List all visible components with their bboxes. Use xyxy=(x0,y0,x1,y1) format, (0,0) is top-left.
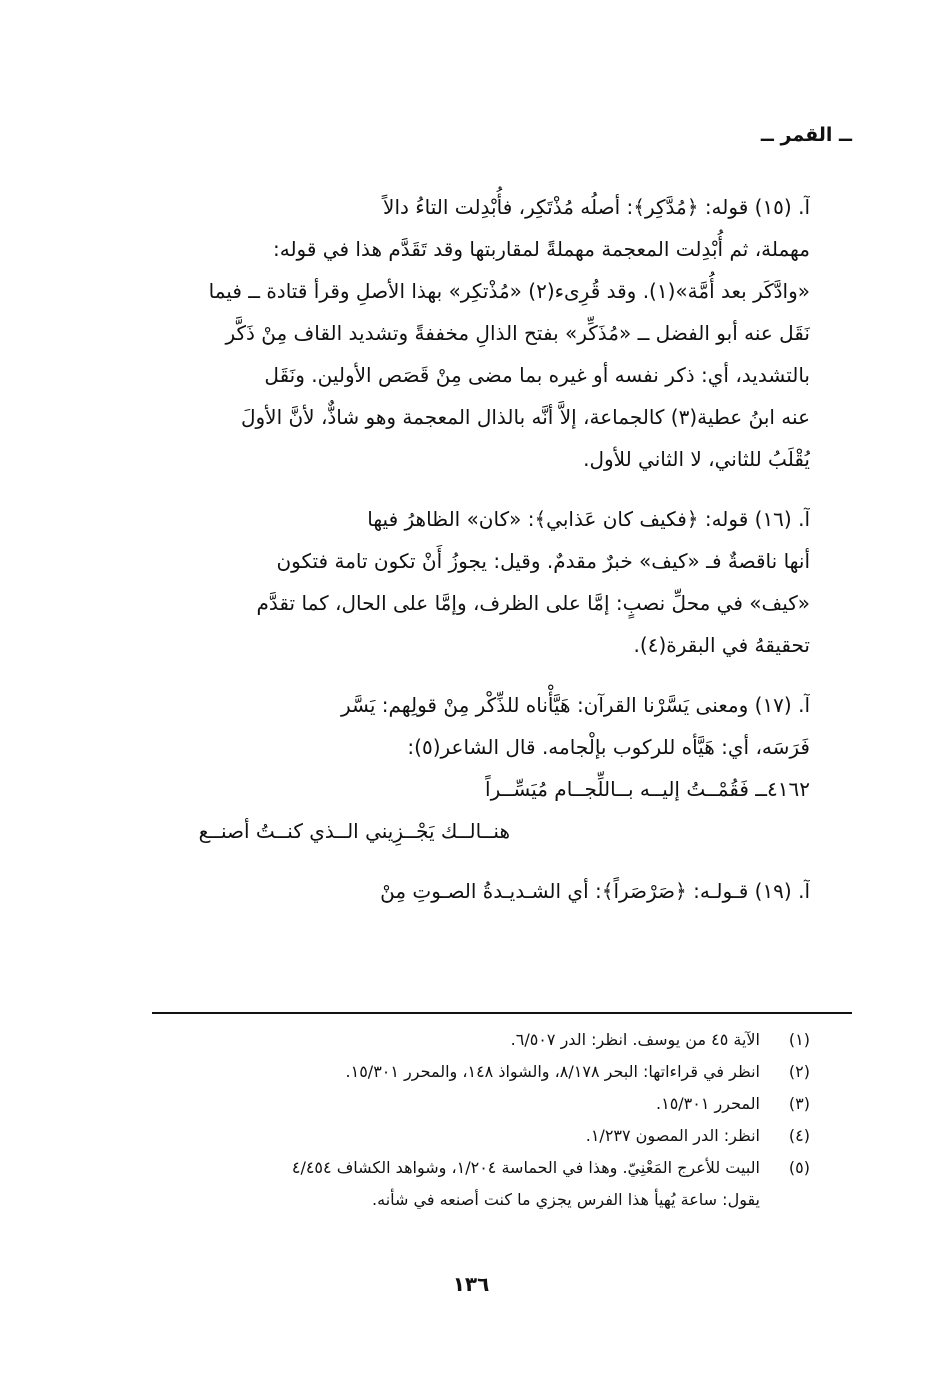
text-line: بالتشديد، أي: ذكر نفسه أو غيره بما مضى مِنْ قَصَص الأولين. ونَقَل xyxy=(264,363,810,387)
text-line: تحقيقهُ في البقرة(٤). xyxy=(633,633,810,657)
footnote-number: (٤) xyxy=(788,1126,810,1145)
text-line: نَقَل عنه أبو الفضل ــ «مُذَكِّر» بفتح الذالِ مخففةً وتشديد القاف مِنْ ذَكَّر xyxy=(225,321,810,345)
text-line: آ. (١٥) قوله: ﴿مُدَّكِر﴾: أصلُه مُذْتَكِر، فأُبْدِلت التاءُ دالاً xyxy=(383,195,810,219)
page-number: ١٣٦ xyxy=(452,1272,490,1296)
footnote-number: (٥) xyxy=(788,1158,810,1177)
footnote-text: الآية ٤٥ من يوسف. انظر: الدر ٦/٥٠٧. xyxy=(510,1030,760,1049)
poetry-verse-second: هنــالــك يَجْــزِيني الــذي كنــتُ أصنــع xyxy=(198,819,510,843)
text-line: «وادَّكَر بعد أُمَّة»(١). وقد قُرِىء(٢) «مُذْتكِر» بهذا الأصلِ وقرأ قتادة ــ فيما xyxy=(208,279,810,303)
poetry-verse-first: ٤١٦٢ــ فَقُمْــتُ إليــه بــاللِّجــام مُيَسِّــراً xyxy=(485,777,810,801)
paragraph-verse-15 xyxy=(90,186,810,480)
footnote-indent xyxy=(760,1184,810,1216)
paragraph-verse-16 xyxy=(90,498,810,666)
footnote-number: (١) xyxy=(788,1030,810,1049)
running-header: ــ القمر ــ xyxy=(760,124,852,146)
footnotes xyxy=(110,1024,810,1216)
footnote xyxy=(110,1120,810,1152)
text-line: آ. (١٧) ومعنى يَسَّرْنا القرآن: هَيَّأْناه للذِّكْر مِنْ قولِهم: يَسَّر xyxy=(340,693,810,717)
footnote-number: (٣) xyxy=(788,1094,810,1113)
footnote xyxy=(110,1152,810,1184)
footnote-separator xyxy=(152,1012,852,1014)
text-line: مهملة، ثم أُبْدِلت المعجمة مهملةً لمقاربتها وقد تَقَدَّم هذا في قوله: xyxy=(273,237,810,261)
text-line: آ. (١٩) قـولـه: ﴿صَرْصَراً﴾: أي الشـديـدةُ الصـوتِ مِنْ xyxy=(380,879,810,903)
footnote xyxy=(110,1088,810,1120)
text-line: يُقْلَبُ للثاني، لا الثاني للأول. xyxy=(583,447,810,471)
text-line: آ. (١٦) قوله: ﴿فكيف كان عَذابي﴾: «كان» الظاهرُ فيها xyxy=(367,507,810,531)
footnote-text: يقول: ساعة يُهيأ هذا الفرس يجزي ما كنت أصنعه في شأنه. xyxy=(372,1190,760,1209)
footnote-text: انظر: الدر المصون ١/٢٣٧. xyxy=(585,1126,760,1145)
footnote-text: انظر في قراءاتها: البحر ٨/١٧٨، والشواذ ١٤٨، والمحرر ١٥/٣٠١. xyxy=(345,1062,760,1081)
text-line: فَرَسَه، أي: هَيَّأه للركوب بإلْجامه. قال الشاعر(٥): xyxy=(407,735,810,759)
footnote-continuation xyxy=(110,1184,810,1216)
main-text xyxy=(90,186,810,930)
text-line: عنه ابنُ عطية(٣) كالجماعة، إلاَّ أنَّه بالذال المعجمة وهو شاذٌّ، لأنَّ الأولَ xyxy=(240,405,810,429)
footnote-text: المحرر ١٥/٣٠١. xyxy=(656,1094,760,1113)
text-line: أنها ناقصةٌ فـ «كيف» خبرٌ مقدمٌ. وقيل: يجوزُ أَنْ تكون تامة فتكون xyxy=(276,549,810,573)
text-line: «كيف» في محلِّ نصبٍ: إمَّا على الظرف، وإمَّا على الحال، كما تقدَّم xyxy=(256,591,810,615)
paragraph-verse-17 xyxy=(90,684,810,852)
footnote xyxy=(110,1056,810,1088)
footnote xyxy=(110,1024,810,1056)
footnote-text: البيت للأعرج المَعْنِيّ. وهذا في الحماسة ١/٢٠٤، وشواهد الكشاف ٤/٤٥٤ xyxy=(291,1158,760,1177)
paragraph-verse-19 xyxy=(90,870,810,912)
footnote-number: (٢) xyxy=(788,1062,810,1081)
